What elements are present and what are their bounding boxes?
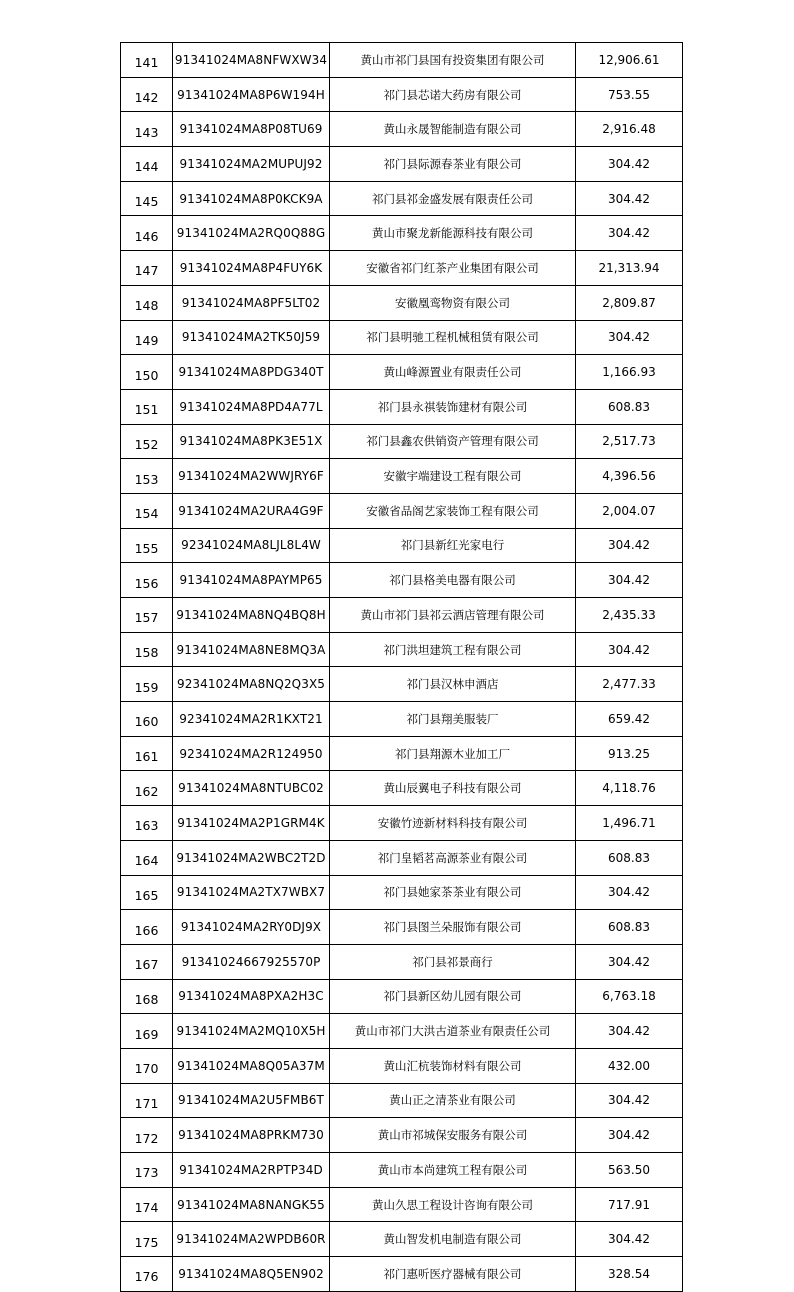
amount-cell: 1,496.71 bbox=[576, 806, 683, 841]
amount-cell: 753.55 bbox=[576, 77, 683, 112]
row-number-cell: 171 bbox=[121, 1083, 173, 1118]
company-name-cell: 祁门县鑫农供销资产管理有限公司 bbox=[330, 424, 576, 459]
table-row bbox=[121, 1153, 683, 1188]
amount-cell: 432.00 bbox=[576, 1048, 683, 1083]
row-number-cell: 168 bbox=[121, 979, 173, 1014]
amount-cell: 6,763.18 bbox=[576, 979, 683, 1014]
company-name-cell: 安徽竹迹新材料科技有限公司 bbox=[330, 806, 576, 841]
company-name-cell: 祁门县新区幼儿园有限公司 bbox=[330, 979, 576, 1014]
amount-cell: 304.42 bbox=[576, 528, 683, 563]
credit-code-cell: 91341024MA2WBC2T2D bbox=[173, 840, 330, 875]
credit-code-cell: 92341024MA8LJL8L4W bbox=[173, 528, 330, 563]
credit-code-cell: 91341024MA8NE8MQ3A bbox=[173, 632, 330, 667]
row-number-cell: 167 bbox=[121, 944, 173, 979]
amount-cell: 304.42 bbox=[576, 216, 683, 251]
row-number-cell: 172 bbox=[121, 1118, 173, 1153]
table-row bbox=[121, 1257, 683, 1292]
credit-code-cell: 91341024MA8PAYMP65 bbox=[173, 563, 330, 598]
amount-cell: 304.42 bbox=[576, 563, 683, 598]
company-name-cell: 黄山永晟智能制造有限公司 bbox=[330, 112, 576, 147]
row-number-cell: 170 bbox=[121, 1048, 173, 1083]
row-number-cell: 151 bbox=[121, 389, 173, 424]
amount-cell: 913.25 bbox=[576, 736, 683, 771]
credit-code-cell: 91341024MA2MUPUJ92 bbox=[173, 147, 330, 182]
amount-cell: 304.42 bbox=[576, 1014, 683, 1049]
company-name-cell: 祁门县永祺装饰建材有限公司 bbox=[330, 389, 576, 424]
company-name-cell: 祁门县翔源木业加工厂 bbox=[330, 736, 576, 771]
credit-code-cell: 91341024MA8NANGK55 bbox=[173, 1187, 330, 1222]
credit-code-cell: 91341024MA8PDG340T bbox=[173, 355, 330, 390]
row-number-cell: 158 bbox=[121, 632, 173, 667]
table-row bbox=[121, 1014, 683, 1049]
row-number-cell: 162 bbox=[121, 771, 173, 806]
row-number-cell: 173 bbox=[121, 1153, 173, 1188]
credit-code-cell: 91341024MA8PXA2H3C bbox=[173, 979, 330, 1014]
credit-code-cell: 92341024MA2R1KXT21 bbox=[173, 702, 330, 737]
table-row bbox=[121, 910, 683, 945]
amount-cell: 2,517.73 bbox=[576, 424, 683, 459]
row-number-cell: 148 bbox=[121, 285, 173, 320]
row-number-cell: 150 bbox=[121, 355, 173, 390]
row-number-cell: 175 bbox=[121, 1222, 173, 1257]
row-number-cell: 176 bbox=[121, 1257, 173, 1292]
table-row bbox=[121, 528, 683, 563]
table-row bbox=[121, 389, 683, 424]
credit-code-cell: 91341024MA2WPDB60R bbox=[173, 1222, 330, 1257]
credit-code-cell: 92341024MA2R124950 bbox=[173, 736, 330, 771]
company-name-cell: 黄山辰翼电子科技有限公司 bbox=[330, 771, 576, 806]
table-row bbox=[121, 251, 683, 286]
table-row bbox=[121, 667, 683, 702]
row-number-cell: 153 bbox=[121, 459, 173, 494]
amount-cell: 21,313.94 bbox=[576, 251, 683, 286]
amount-cell: 12,906.61 bbox=[576, 43, 683, 78]
amount-cell: 608.83 bbox=[576, 389, 683, 424]
row-number-cell: 142 bbox=[121, 77, 173, 112]
row-number-cell: 169 bbox=[121, 1014, 173, 1049]
row-number-cell: 157 bbox=[121, 598, 173, 633]
company-name-cell: 祁门惠听医疗器械有限公司 bbox=[330, 1257, 576, 1292]
table-row bbox=[121, 771, 683, 806]
company-name-cell: 黄山智发机电制造有限公司 bbox=[330, 1222, 576, 1257]
table-row bbox=[121, 285, 683, 320]
company-name-cell: 黄山市祁门县祁云酒店管理有限公司 bbox=[330, 598, 576, 633]
amount-cell: 304.42 bbox=[576, 632, 683, 667]
company-name-cell: 黄山市祁门大洪古道茶业有限责任公司 bbox=[330, 1014, 576, 1049]
row-number-cell: 166 bbox=[121, 910, 173, 945]
company-name-cell: 安徽省祁门红茶产业集团有限公司 bbox=[330, 251, 576, 286]
company-name-cell: 祁门皇韬茗高源茶业有限公司 bbox=[330, 840, 576, 875]
row-number-cell: 159 bbox=[121, 667, 173, 702]
credit-code-cell: 91341024MA2TK50J59 bbox=[173, 320, 330, 355]
row-number-cell: 160 bbox=[121, 702, 173, 737]
company-name-cell: 祁门县明驰工程机械租赁有限公司 bbox=[330, 320, 576, 355]
company-name-cell: 黄山市祁门县国有投资集团有限公司 bbox=[330, 43, 576, 78]
company-name-cell: 黄山正之清茶业有限公司 bbox=[330, 1083, 576, 1118]
table-row bbox=[121, 1048, 683, 1083]
table-row bbox=[121, 875, 683, 910]
amount-cell: 304.42 bbox=[576, 181, 683, 216]
company-name-cell: 祁门县汉林申酒店 bbox=[330, 667, 576, 702]
table-body bbox=[121, 43, 683, 1292]
table-row bbox=[121, 320, 683, 355]
credit-code-cell: 91341024MA2P1GRM4K bbox=[173, 806, 330, 841]
table-row bbox=[121, 216, 683, 251]
amount-cell: 4,118.76 bbox=[576, 771, 683, 806]
credit-code-cell: 91341024MA2URA4G9F bbox=[173, 493, 330, 528]
amount-cell: 659.42 bbox=[576, 702, 683, 737]
amount-cell: 1,166.93 bbox=[576, 355, 683, 390]
company-name-cell: 黄山市祁城保安服务有限公司 bbox=[330, 1118, 576, 1153]
row-number-cell: 147 bbox=[121, 251, 173, 286]
company-name-cell: 黄山汇杭装饰材料有限公司 bbox=[330, 1048, 576, 1083]
row-number-cell: 141 bbox=[121, 43, 173, 78]
table-row bbox=[121, 459, 683, 494]
row-number-cell: 143 bbox=[121, 112, 173, 147]
row-number-cell: 163 bbox=[121, 806, 173, 841]
row-number-cell: 149 bbox=[121, 320, 173, 355]
credit-code-cell: 91341024MA8PRKM730 bbox=[173, 1118, 330, 1153]
amount-cell: 2,916.48 bbox=[576, 112, 683, 147]
table-row bbox=[121, 493, 683, 528]
credit-code-cell: 91341024667925570P bbox=[173, 944, 330, 979]
credit-code-cell: 91341024MA8Q5EN902 bbox=[173, 1257, 330, 1292]
tax-list-table bbox=[120, 42, 683, 1292]
table-row bbox=[121, 702, 683, 737]
table-row bbox=[121, 840, 683, 875]
company-name-cell: 安徽省品阁艺家装饰工程有限公司 bbox=[330, 493, 576, 528]
table-row bbox=[121, 979, 683, 1014]
amount-cell: 563.50 bbox=[576, 1153, 683, 1188]
company-name-cell: 黄山峰源置业有限责任公司 bbox=[330, 355, 576, 390]
company-name-cell: 祁门县图兰朵服饰有限公司 bbox=[330, 910, 576, 945]
row-number-cell: 145 bbox=[121, 181, 173, 216]
company-name-cell: 祁门县祁金盛发展有限责任公司 bbox=[330, 181, 576, 216]
credit-code-cell: 91341024MA2RQ0Q88G bbox=[173, 216, 330, 251]
credit-code-cell: 91341024MA8PK3E51X bbox=[173, 424, 330, 459]
company-name-cell: 黄山久思工程设计咨询有限公司 bbox=[330, 1187, 576, 1222]
row-number-cell: 144 bbox=[121, 147, 173, 182]
company-name-cell: 黄山市本尚建筑工程有限公司 bbox=[330, 1153, 576, 1188]
table-row bbox=[121, 355, 683, 390]
table-row bbox=[121, 147, 683, 182]
company-name-cell: 祁门县翔美服装厂 bbox=[330, 702, 576, 737]
credit-code-cell: 91341024MA2U5FMB6T bbox=[173, 1083, 330, 1118]
row-number-cell: 155 bbox=[121, 528, 173, 563]
amount-cell: 304.42 bbox=[576, 1083, 683, 1118]
credit-code-cell: 92341024MA8NQ2Q3X5 bbox=[173, 667, 330, 702]
amount-cell: 304.42 bbox=[576, 1222, 683, 1257]
table-row bbox=[121, 112, 683, 147]
amount-cell: 4,396.56 bbox=[576, 459, 683, 494]
row-number-cell: 161 bbox=[121, 736, 173, 771]
amount-cell: 328.54 bbox=[576, 1257, 683, 1292]
credit-code-cell: 91341024MA8P6W194H bbox=[173, 77, 330, 112]
row-number-cell: 146 bbox=[121, 216, 173, 251]
amount-cell: 304.42 bbox=[576, 875, 683, 910]
amount-cell: 717.91 bbox=[576, 1187, 683, 1222]
table-row bbox=[121, 77, 683, 112]
table-row bbox=[121, 1222, 683, 1257]
company-name-cell: 黄山市聚龙新能源科技有限公司 bbox=[330, 216, 576, 251]
row-number-cell: 165 bbox=[121, 875, 173, 910]
company-name-cell: 祁门县芯诺大药房有限公司 bbox=[330, 77, 576, 112]
table-row bbox=[121, 1118, 683, 1153]
amount-cell: 304.42 bbox=[576, 944, 683, 979]
table-row bbox=[121, 632, 683, 667]
table-row bbox=[121, 944, 683, 979]
credit-code-cell: 91341024MA2MQ10X5H bbox=[173, 1014, 330, 1049]
credit-code-cell: 91341024MA8P4FUY6K bbox=[173, 251, 330, 286]
credit-code-cell: 91341024MA2TX7WBX7 bbox=[173, 875, 330, 910]
company-name-cell: 祁门县祁景商行 bbox=[330, 944, 576, 979]
company-name-cell: 祁门县格美电器有限公司 bbox=[330, 563, 576, 598]
row-number-cell: 154 bbox=[121, 493, 173, 528]
credit-code-cell: 91341024MA2RPTP34D bbox=[173, 1153, 330, 1188]
credit-code-cell: 91341024MA2RY0DJ9X bbox=[173, 910, 330, 945]
amount-cell: 2,435.33 bbox=[576, 598, 683, 633]
amount-cell: 2,809.87 bbox=[576, 285, 683, 320]
credit-code-cell: 91341024MA8PD4A77L bbox=[173, 389, 330, 424]
amount-cell: 2,477.33 bbox=[576, 667, 683, 702]
credit-code-cell: 91341024MA8Q05A37M bbox=[173, 1048, 330, 1083]
credit-code-cell: 91341024MA8P08TU69 bbox=[173, 112, 330, 147]
company-name-cell: 祁门县新红光家电行 bbox=[330, 528, 576, 563]
amount-cell: 608.83 bbox=[576, 910, 683, 945]
credit-code-cell: 91341024MA8P0KCK9A bbox=[173, 181, 330, 216]
company-name-cell: 祁门县际源春茶业有限公司 bbox=[330, 147, 576, 182]
credit-code-cell: 91341024MA8PF5LT02 bbox=[173, 285, 330, 320]
table-row bbox=[121, 598, 683, 633]
row-number-cell: 156 bbox=[121, 563, 173, 598]
amount-cell: 608.83 bbox=[576, 840, 683, 875]
credit-code-cell: 91341024MA8NTUBC02 bbox=[173, 771, 330, 806]
table-row bbox=[121, 736, 683, 771]
row-number-cell: 152 bbox=[121, 424, 173, 459]
table-row bbox=[121, 181, 683, 216]
row-number-cell: 164 bbox=[121, 840, 173, 875]
credit-code-cell: 91341024MA2WWJRY6F bbox=[173, 459, 330, 494]
amount-cell: 304.42 bbox=[576, 320, 683, 355]
amount-cell: 304.42 bbox=[576, 1118, 683, 1153]
company-name-cell: 安徽宇端建设工程有限公司 bbox=[330, 459, 576, 494]
amount-cell: 304.42 bbox=[576, 147, 683, 182]
company-name-cell: 安徽凰鸾物资有限公司 bbox=[330, 285, 576, 320]
table-row bbox=[121, 424, 683, 459]
company-name-cell: 祁门县她家茶茶业有限公司 bbox=[330, 875, 576, 910]
table-row bbox=[121, 43, 683, 78]
table-row bbox=[121, 1187, 683, 1222]
table-row bbox=[121, 1083, 683, 1118]
table-row bbox=[121, 806, 683, 841]
credit-code-cell: 91341024MA8NFWXW34 bbox=[173, 43, 330, 78]
amount-cell: 2,004.07 bbox=[576, 493, 683, 528]
credit-code-cell: 91341024MA8NQ4BQ8H bbox=[173, 598, 330, 633]
company-name-cell: 祁门洪坦建筑工程有限公司 bbox=[330, 632, 576, 667]
row-number-cell: 174 bbox=[121, 1187, 173, 1222]
table-row bbox=[121, 563, 683, 598]
